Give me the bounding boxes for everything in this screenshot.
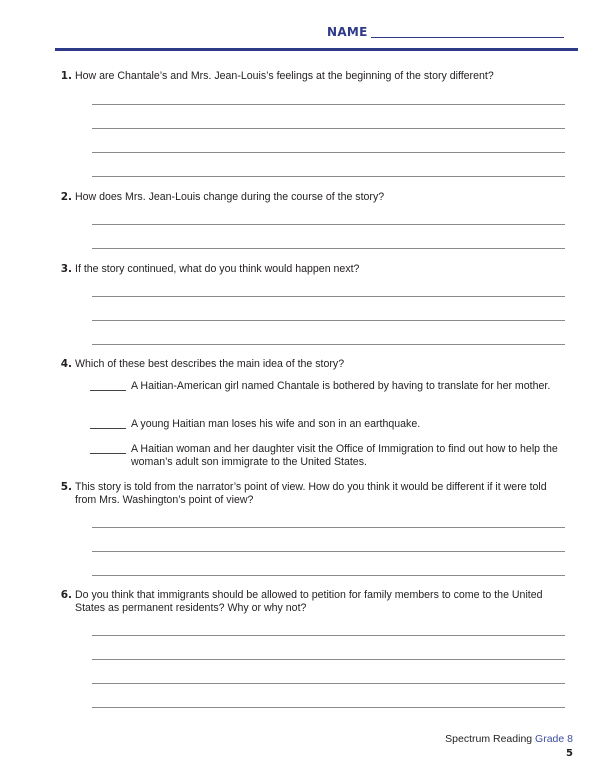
question-text: How are Chantale’s and Mrs. Jean-Louis’s feelings at the beginning of the story different?	[75, 70, 494, 82]
answer-line[interactable]	[92, 248, 565, 249]
question-number: 3.	[60, 263, 72, 275]
question-text: Which of these best describes the main idea of the story?	[75, 358, 345, 370]
answer-line[interactable]	[92, 659, 565, 660]
question-3	[60, 263, 565, 276]
question-number: 1.	[60, 70, 72, 82]
name-label: NAME	[327, 25, 368, 39]
option-blank[interactable]	[90, 453, 126, 454]
option-text: A Haitian woman and her daughter visit the Office of Immigration to find out how to help the woman’s adult son immigrate to the United States.	[131, 443, 558, 468]
answer-line[interactable]	[92, 224, 565, 225]
question-number: 6.	[60, 589, 72, 601]
question-number: 5.	[60, 481, 72, 493]
answer-line[interactable]	[92, 128, 565, 129]
question-number: 4.	[60, 358, 72, 370]
page-number: 5	[566, 748, 573, 759]
answer-line[interactable]	[92, 575, 565, 576]
answer-line[interactable]	[92, 551, 565, 552]
question-1	[60, 70, 565, 83]
option-text: A Haitian-American girl named Chantale is bothered by having to translate for her mother.	[131, 380, 551, 392]
name-line[interactable]	[371, 37, 564, 38]
question-4	[60, 358, 565, 371]
answer-line[interactable]	[92, 344, 565, 345]
question-6	[60, 589, 565, 615]
answer-line[interactable]	[92, 707, 565, 708]
question-text: Do you think that immigrants should be allowed to petition for family members to come to the United States as permanent residents? Why or why not?	[75, 589, 543, 614]
answer-line[interactable]	[92, 176, 565, 177]
series-name: Spectrum Reading	[445, 733, 533, 745]
option-blank[interactable]	[90, 428, 126, 429]
answer-line[interactable]	[92, 635, 565, 636]
option-3	[90, 443, 565, 468]
answer-line[interactable]	[92, 527, 565, 528]
grade-label: Grade 8	[535, 733, 573, 745]
option-1	[90, 380, 565, 393]
answer-line[interactable]	[92, 152, 565, 153]
answer-line[interactable]	[92, 104, 565, 105]
header-rule	[55, 48, 578, 51]
option-2	[90, 418, 565, 431]
question-2	[60, 191, 565, 204]
question-text: How does Mrs. Jean-Louis change during the course of the story?	[75, 191, 385, 203]
answer-line[interactable]	[92, 683, 565, 684]
question-text: If the story continued, what do you think would happen next?	[75, 263, 360, 275]
answer-line[interactable]	[92, 320, 565, 321]
question-text: This story is told from the narrator’s point of view. How do you think it would be different if it were told from Mrs. Washington’s point of view?	[75, 481, 547, 506]
footer-series	[445, 733, 573, 745]
option-text: A young Haitian man loses his wife and son in an earthquake.	[131, 418, 421, 430]
answer-line[interactable]	[92, 296, 565, 297]
question-number: 2.	[60, 191, 72, 203]
option-blank[interactable]	[90, 390, 126, 391]
question-5	[60, 481, 565, 507]
